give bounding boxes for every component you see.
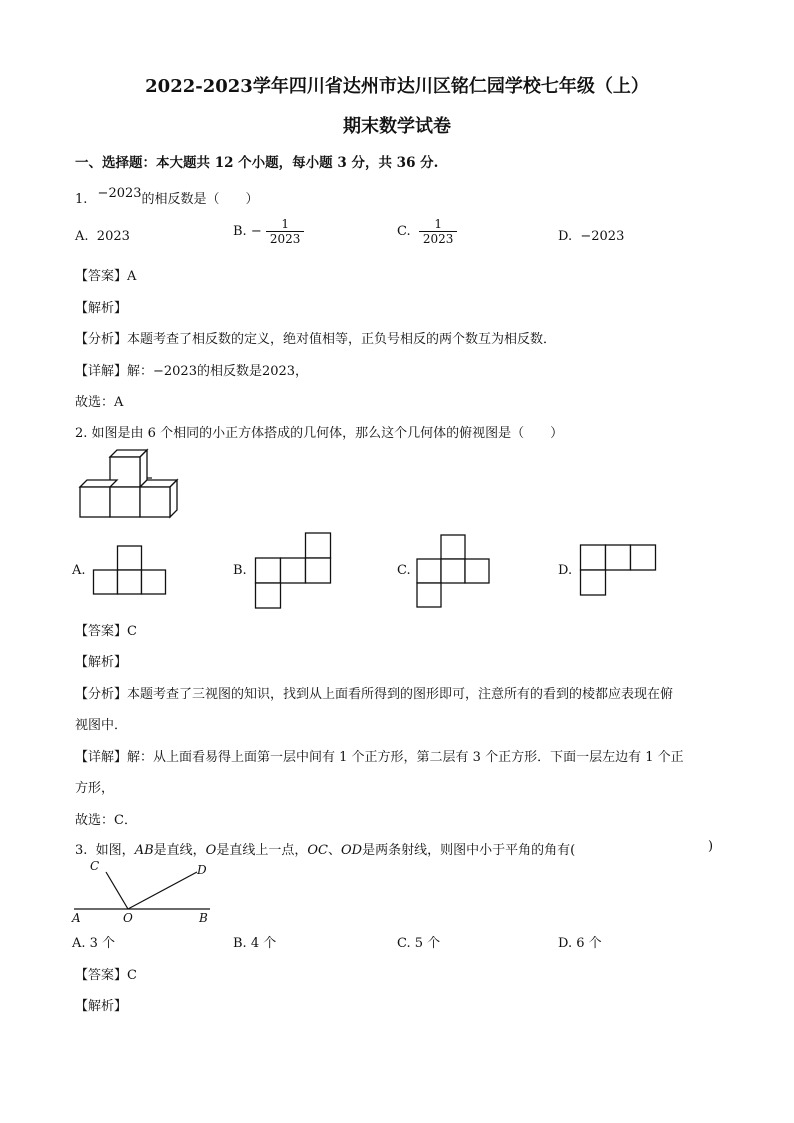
label-d: D [197,863,207,877]
ray-od: OD [340,843,363,858]
question-3-stem [75,839,575,858]
q1-option-c [397,217,457,246]
q2-option-b-label: B. [233,563,247,578]
q2-option-c-figure [416,534,492,608]
q2-option-d-figure [579,544,659,596]
q2-detail-line2: 方形， [75,781,115,796]
q1-analysis: 【分析】本题考查了相反数的定义，绝对值相等，正负号相反的两个数互为相反数． [75,332,557,347]
option-value: 2023 [96,229,130,244]
ray-oc: OC [307,843,328,858]
q2-analysis-line2: 视图中． [75,718,128,733]
q2-choice: 故选：C． [75,813,137,828]
minus-sign: − [250,224,262,239]
fraction [266,217,305,246]
q2-option-c-label: C. [397,563,411,578]
stem-text: 是直线， [153,843,206,858]
section-heading: 一、选择题：本大题共 12 个小题，每小题 3 分，共 36 分. [75,155,439,171]
q3-analysis-label: 【解析】 [75,999,128,1014]
q1-option-d [558,229,624,244]
cube-solid-figure [72,448,182,528]
line-ab: AB [134,843,154,858]
fraction [419,217,458,246]
q2-option-a-figure [93,545,168,595]
numerator: 1 [281,217,289,231]
page-subtitle: 期末数学试卷 [343,116,451,137]
q1-analysis-label: 【解析】 [75,301,128,316]
q1-option-a [75,229,130,244]
q2-option-a-label: A. [72,563,86,578]
label-b: B [199,911,208,925]
q1-detail: 【详解】解：−2023的相反数是2023， [75,364,309,379]
q1-choice: 故选：A [75,395,124,410]
page-title: 2022-2023学年四川省达州市达川区铭仁园学校七年级（上） [145,76,649,97]
stem-text: 是两条射线，则图中小于平角的角有( [362,843,576,858]
stem-text: 如图， [95,843,135,858]
q1-answer: 【答案】A [75,269,137,284]
q1-stem-text: 的相反数是（ ） [141,192,259,207]
label-c: C [90,859,100,873]
stem-text: 、 [327,843,341,858]
q2-analysis-label: 【解析】 [75,655,128,670]
q2-option-d-label: D. [558,563,573,578]
label-o: O [123,911,133,925]
q1-option-b [233,217,304,246]
stem-text: 是直线上一点， [216,843,308,858]
question-1-stem [75,188,259,207]
option-label: D. [558,229,573,244]
q2-option-b-figure [254,532,334,612]
option-value: −2023 [580,229,625,244]
q3-option-d: D. 6 个 [558,936,602,951]
q3-answer: 【答案】C [75,968,137,983]
q3-option-a: A. 3 个 [72,936,116,951]
option-label: B. [233,224,247,239]
q3-close-paren: ) [708,839,714,854]
q2-answer: 【答案】C [75,624,137,639]
q1-expression: −2023 [97,186,142,201]
q3-option-b: B. 4 个 [233,936,277,951]
denominator: 2023 [419,231,458,246]
numerator: 1 [434,217,442,231]
angle-figure [72,858,212,928]
question-number: 3. [75,843,88,858]
q3-option-c: C. 5 个 [397,936,441,951]
option-label: A. [75,229,89,244]
q2-analysis-line1: 【分析】本题考查了三视图的知识，找到从上面看所得到的图形即可，注意所有的看到的棱都应表现在俯 [75,687,674,702]
denominator: 2023 [266,231,305,246]
option-label: C. [397,224,411,239]
question-number: 1. [75,192,88,207]
point-o: O [205,843,217,858]
question-2-stem: 2. 如图是由 6 个相同的小正方体搭成的几何体，那么这个几何体的俯视图是（ ） [75,426,564,441]
label-a: A [72,911,81,925]
q2-detail-line1: 【详解】解：从上面看易得上面第一层中间有 1 个正方形，第二层有 3 个正方形．下面一层左边有 1 个正 [75,750,684,765]
